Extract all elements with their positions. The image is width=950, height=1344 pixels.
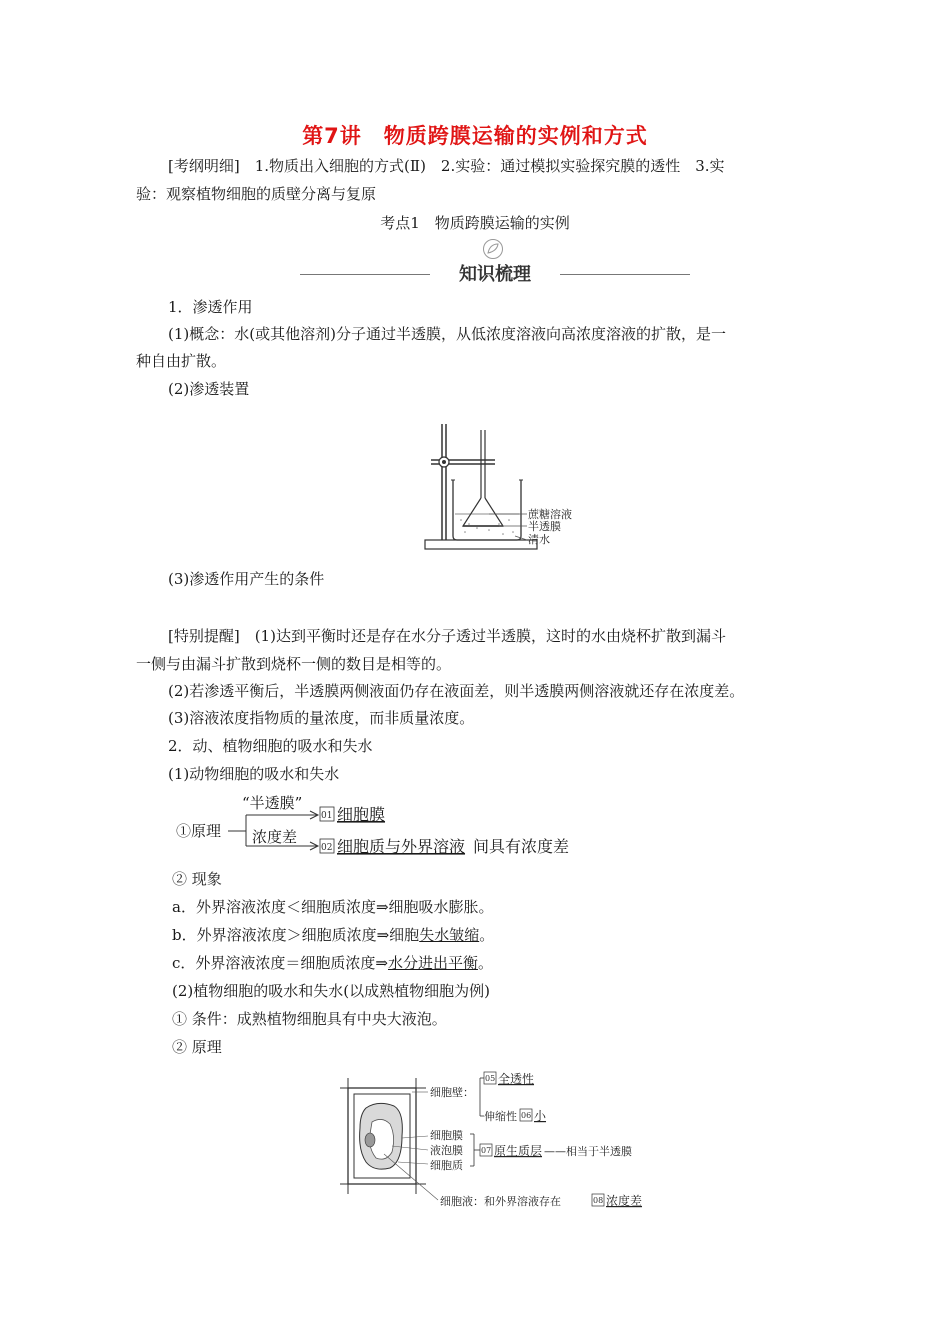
conditions-heading: (3)渗透作用产生的条件 — [168, 570, 325, 588]
osmosis-concept-line-2: 种自由扩散。 — [136, 352, 227, 370]
label-equivalent-membrane: ——相当于半透膜 — [544, 1145, 632, 1158]
section-header-label: 知识梳理 — [459, 264, 531, 285]
device-heading: (2)渗透装置 — [168, 380, 250, 398]
syllabus-line-1: [考纲明细] 1.物质出入细胞的方式(Ⅱ) 2.实验：通过模拟实验探究膜的透性 3.实 — [168, 157, 725, 175]
label-membrane: 半透膜 — [528, 520, 561, 533]
answer-suffix: 间具有浓度差 — [473, 837, 570, 856]
leaf-icon — [482, 238, 504, 260]
label-cell-sap: 细胞液：和外界溶液存在 — [440, 1195, 561, 1208]
plant-condition: ① 条件：成熟植物细胞具有中央大液泡。 — [172, 1010, 447, 1028]
divider — [560, 274, 690, 275]
principle-root: ①原理 — [176, 822, 222, 840]
phenomenon-c-text: c．外界溶液浓度＝细胞质浓度⇒ — [172, 954, 388, 972]
answer-number-08: 08 — [593, 1196, 604, 1205]
phenomenon-heading: ② 现象 — [172, 870, 222, 888]
plant-principle: ② 原理 — [172, 1038, 222, 1056]
reminder-line-1: [特别提醒] (1)达到平衡时还是存在水分子透过半透膜，这时的水由烧杯扩散到漏斗 — [168, 627, 726, 645]
answer-concentration-difference: 浓度差 — [606, 1194, 643, 1208]
answer-fully-permeable: 全透性 — [498, 1072, 535, 1086]
phenomenon-b-answer: 失水皱缩 — [419, 926, 480, 944]
osmosis-apparatus-diagram — [415, 418, 585, 558]
phenomenon-b-text: b．外界溶液浓度＞细胞质浓度⇒细胞 — [172, 926, 420, 944]
answer-number-07: 07 — [481, 1146, 492, 1155]
section-header — [300, 258, 690, 288]
syllabus-line-2: 验：观察植物细胞的质壁分离与复原 — [136, 185, 377, 203]
answer-protoplast-layer: 原生质层 — [494, 1144, 543, 1158]
reminder-line-3: (2)若渗透平衡后，半透膜两侧液面仍存在液面差，则半透膜两侧溶液就还存在浓度差。 — [168, 682, 745, 700]
page-title: 第7讲 物质跨膜运输的实例和方式 — [302, 124, 648, 148]
answer-number-06: 06 — [521, 1111, 532, 1120]
answer-cytoplasm-solution: 细胞质与外界溶液 — [337, 837, 466, 856]
branch-membrane: “半透膜” — [242, 794, 303, 812]
answer-cell-membrane: 细胞膜 — [337, 805, 386, 824]
phenomenon-b — [172, 925, 494, 945]
animal-heading: (1)动物细胞的吸水和失水 — [168, 765, 340, 783]
branch-concentration: 浓度差 — [252, 828, 298, 846]
phenomenon-c-end: 。 — [478, 954, 494, 972]
exam-point-title: 考点1 物质跨膜运输的实例 — [380, 214, 570, 232]
label-cytoplasm: 细胞质 — [430, 1159, 463, 1172]
answer-small: 小 — [534, 1109, 547, 1123]
label-water: 清水 — [528, 533, 550, 546]
answer-number-05: 05 — [485, 1074, 496, 1083]
osmosis-heading: 1．渗透作用 — [168, 298, 253, 316]
plant-heading: (2)植物细胞的吸水和失水(以成熟植物细胞为例) — [172, 982, 490, 1000]
answer-number-01: 01 — [321, 811, 333, 821]
animal-principle-diagram — [170, 790, 590, 862]
phenomenon-c — [172, 953, 493, 973]
phenomenon-a: a．外界溶液浓度＜细胞质浓度⇒细胞吸水膨胀。 — [172, 898, 494, 916]
answer-number-02: 02 — [321, 843, 333, 853]
label-cell-wall: 细胞壁： — [430, 1086, 474, 1099]
label-elasticity: 伸缩性 — [484, 1110, 517, 1123]
divider — [300, 274, 430, 275]
label-cell-membrane: 细胞膜 — [430, 1129, 463, 1142]
label-sucrose: 蔗糖溶液 — [528, 508, 572, 521]
plant-cell-diagram — [340, 1066, 660, 1216]
phenomenon-c-answer: 水分进出平衡 — [387, 954, 478, 972]
phenomenon-b-end: 。 — [479, 926, 495, 944]
osmosis-concept-line-1: (1)概念：水(或其他溶剂)分子通过半透膜，从低浓度溶液向高浓度溶液的扩散，是一 — [168, 325, 726, 343]
reminder-line-2: 一侧与由漏斗扩散到烧杯一侧的数目是相等的。 — [136, 655, 452, 673]
label-vacuole-membrane: 液泡膜 — [430, 1144, 463, 1157]
reminder-line-4: (3)溶液浓度指物质的量浓度，而非质量浓度。 — [168, 709, 475, 727]
cells-heading: 2．动、植物细胞的吸水和失水 — [168, 737, 373, 755]
